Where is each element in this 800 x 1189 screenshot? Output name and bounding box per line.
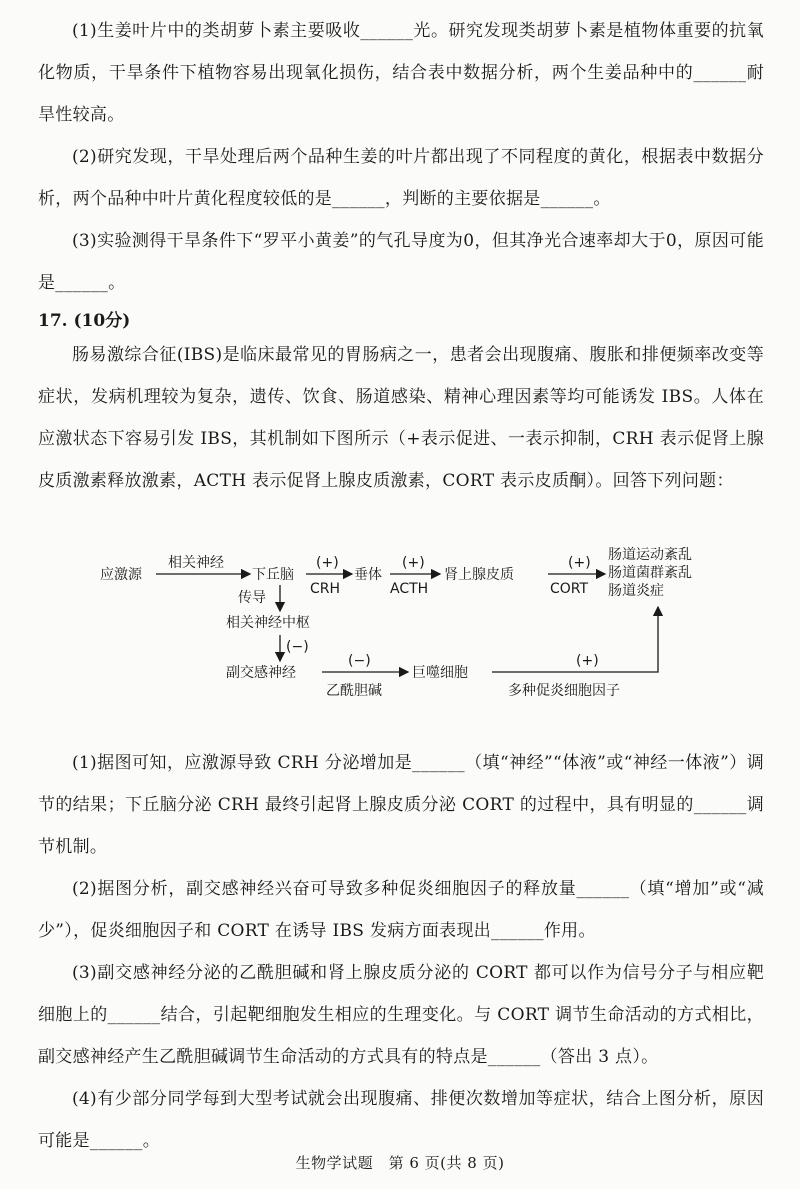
mechanism-diagram <box>90 545 730 715</box>
label-acth: ACTH <box>390 581 429 597</box>
arrow-macrophage-to-effects <box>492 607 658 672</box>
q17-part4: (4)有少部分同学每到大型考试就会出现腹痛、排便次数增加等症状，结合上图分析，原因可能是______。 <box>38 1089 764 1151</box>
node-stress-source: 应激源 <box>100 567 142 583</box>
label-plus-4: (+) <box>576 653 599 669</box>
label-cort: CORT <box>550 581 589 597</box>
q17-part3: (3)副交感神经分泌的乙酰胆碱和肾上腺皮质分泌的 CORT 都可以作为信号分子与相应靶细胞上的______结合，引起靶细胞发生相应的生理变化。与 CORT 调节生命活动的方式相比，副交感神经产生乙酰胆碱调节生命活动的方式具有的特点是______（答出 3 点）。 <box>38 963 764 1067</box>
q16-part2: (2)研究发现，干旱处理后两个品种生姜的叶片都出现了不同程度的黄化，根据表中数据分析，两个品种中叶片黄化程度较低的是______，判断的主要依据是______。 <box>38 147 764 209</box>
q17-part1: (1)据图可知，应激源导致 CRH 分泌增加是______（填“神经”“体液”或“神经一体液”）调节的结果；下丘脑分泌 CRH 最终引起肾上腺皮质分泌 CORT 的过程中，具有明显的______调节机制。 <box>38 753 764 857</box>
node-pituitary: 垂体 <box>354 567 382 583</box>
page-footer: 生物学试题 第 6 页(共 8 页) <box>295 1154 505 1172</box>
node-parasympathetic: 副交感神经 <box>226 665 296 681</box>
label-crh: CRH <box>310 581 341 597</box>
label-plus-2: (+) <box>402 555 425 571</box>
label-minus-1: (−) <box>286 639 309 655</box>
label-cytokines: 多种促炎细胞因子 <box>508 683 620 699</box>
effect-inflammation: 肠道炎症 <box>608 583 664 599</box>
node-macrophage: 巨噬细胞 <box>412 665 468 681</box>
label-minus-2: (−) <box>348 653 371 669</box>
node-nerve-center: 相关神经中枢 <box>226 615 310 631</box>
node-adrenal-cortex: 肾上腺皮质 <box>444 567 514 583</box>
label-conduct: 传导 <box>238 590 266 606</box>
effect-motility: 肠道运动紊乱 <box>608 547 692 563</box>
label-plus-3: (+) <box>568 555 591 571</box>
q16-part3: (3)实验测得干旱条件下“罗平小黄姜”的气孔导度为0，但其净光合速率却大于0，原因可能是______。 <box>38 231 764 293</box>
q16-part1: (1)生姜叶片中的类胡萝卜素主要吸收______光。研究发现类胡萝卜素是植物体重要的抗氧化物质，干旱条件下植物容易出现氧化损伤，结合表中数据分析，两个生姜品种中的______耐旱性较高。 <box>38 21 764 125</box>
q17-intro: 肠易激综合征(IBS)是临床最常见的胃肠病之一，患者会出现腹痛、腹胀和排便频率改变等症状，发病机理较为复杂，遗传、饮食、肠道感染、精神心理因素等均可能诱发 IBS。人体在应激状态下容易引发 IBS，其机制如下图所示（+表示促进、一表示抑制，CRH 表示促肾上腺皮质激素释放激素，ACTH 表示促肾上腺皮质激素，CORT 表示皮质酮）。回答下列问题： <box>38 345 764 491</box>
label-plus-1: (+) <box>316 555 339 571</box>
label-acetylcholine: 乙酰胆碱 <box>326 683 382 699</box>
effect-flora: 肠道菌群紊乱 <box>608 565 692 581</box>
node-hypothalamus: 下丘脑 <box>252 567 294 583</box>
label-related-nerve: 相关神经 <box>168 555 224 571</box>
q17-part2: (2)据图分析，副交感神经兴奋可导致多种促炎细胞因子的释放量______（填“增加”或“减少”），促炎细胞因子和 CORT 在诱导 IBS 发病方面表现出______作用。 <box>38 879 764 941</box>
q17-heading: 17. (10分) <box>38 311 131 331</box>
